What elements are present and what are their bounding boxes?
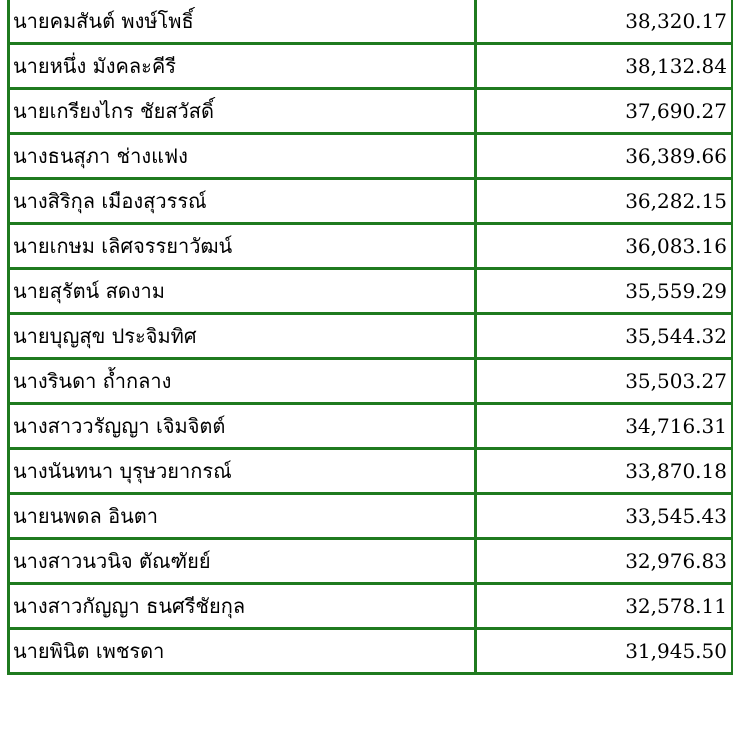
name-cell: นายนพดล อินตา (9, 494, 476, 539)
name-cell: นางรินดา ถ้ำกลาง (9, 359, 476, 404)
name-cell: นายบุญสุข ประจิมทิศ (9, 314, 476, 359)
name-cell: นางธนสุภา ช่างแฟง (9, 134, 476, 179)
table-row (9, 314, 733, 359)
name-cell: นางสาวนวนิจ ตัณฑัยย์ (9, 539, 476, 584)
name-cell: นายคมสันต์ พงษ์โพธิ์ (9, 0, 476, 44)
table-row (9, 359, 733, 404)
amount-cell: 36,083.16 (476, 224, 733, 269)
table-row (9, 0, 733, 44)
table-row (9, 584, 733, 629)
amount-cell: 32,578.11 (476, 584, 733, 629)
amount-cell: 38,320.17 (476, 0, 733, 44)
table-row (9, 449, 733, 494)
amount-cell: 36,282.15 (476, 179, 733, 224)
amount-cell: 38,132.84 (476, 44, 733, 89)
name-cell: นางสาวกัญญา ธนศรีชัยกุล (9, 584, 476, 629)
table-row (9, 44, 733, 89)
name-cell: นางสาววรัญญา เจิมจิตต์ (9, 404, 476, 449)
table-row (9, 494, 733, 539)
table-row (9, 269, 733, 314)
salary-table (7, 0, 733, 675)
name-cell: นายหนึ่ง มังคละคีรี (9, 44, 476, 89)
name-cell: นายพินิต เพชรดา (9, 629, 476, 674)
table-row (9, 224, 733, 269)
amount-cell: 36,389.66 (476, 134, 733, 179)
name-cell: นางนันทนา บุรุษวยากรณ์ (9, 449, 476, 494)
amount-cell: 35,503.27 (476, 359, 733, 404)
amount-cell: 33,545.43 (476, 494, 733, 539)
table-body (9, 0, 733, 674)
name-cell: นางสิริกุล เมืองสุวรรณ์ (9, 179, 476, 224)
table-row (9, 134, 733, 179)
amount-cell: 34,716.31 (476, 404, 733, 449)
table-row (9, 179, 733, 224)
amount-cell: 37,690.27 (476, 89, 733, 134)
amount-cell: 31,945.50 (476, 629, 733, 674)
amount-cell: 35,559.29 (476, 269, 733, 314)
table-row (9, 89, 733, 134)
name-cell: นายเกรียงไกร ชัยสวัสดิ์ (9, 89, 476, 134)
table-row (9, 404, 733, 449)
table-row (9, 629, 733, 674)
data-table-container (7, 0, 727, 675)
table-row (9, 539, 733, 584)
amount-cell: 32,976.83 (476, 539, 733, 584)
amount-cell: 35,544.32 (476, 314, 733, 359)
name-cell: นายเกษม เลิศจรรยาวัฒน์ (9, 224, 476, 269)
name-cell: นายสุรัตน์ สดงาม (9, 269, 476, 314)
amount-cell: 33,870.18 (476, 449, 733, 494)
